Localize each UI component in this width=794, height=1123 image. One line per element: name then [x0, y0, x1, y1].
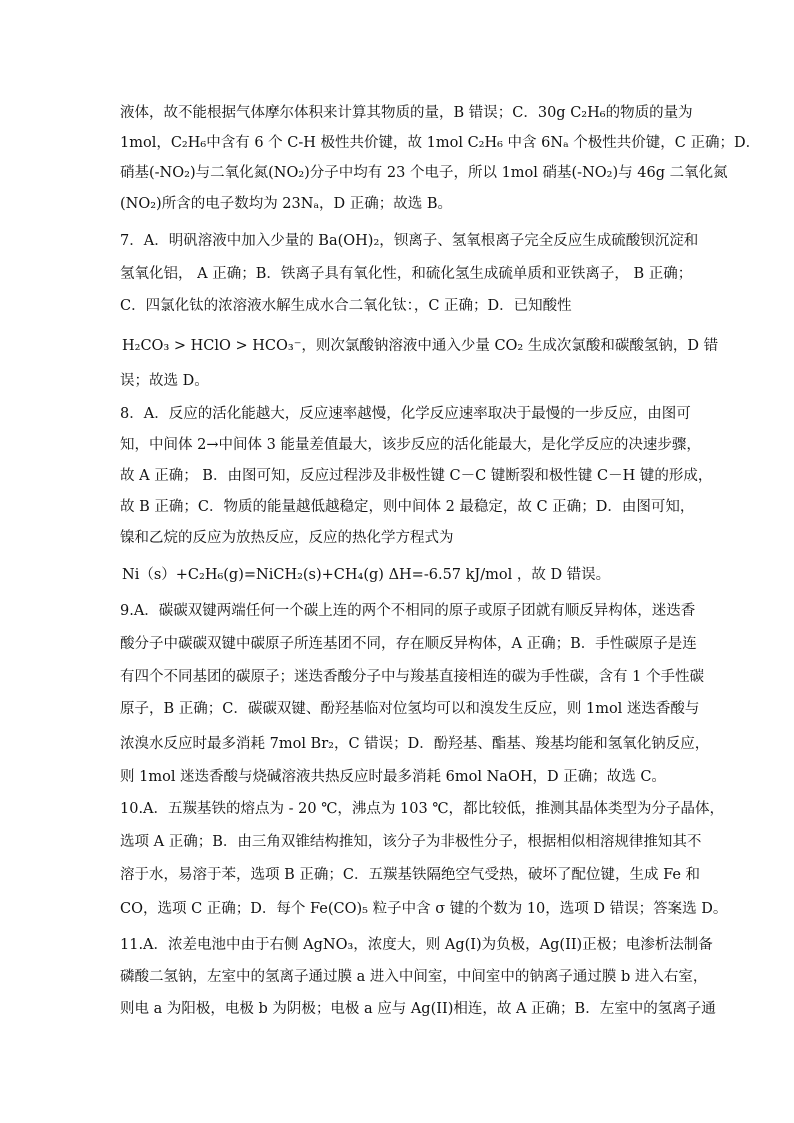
text-line: 1mol，C₂H₆中含有 6 个 C-H 极性共价键，故 1mol C₂H₆ 中含 6Nₐ 个极性共价键，C 正确；D． — [120, 135, 761, 151]
text-line: 镍和乙烷的反应为放热反应，反应的热化学方程式为 — [120, 530, 454, 546]
text-line: 故 B 正确；C．物质的能量越低越稳定，则中间体 2 最稳定，故 C 正确；D．由图可知， — [120, 499, 695, 515]
question-7-line: 7．A．明矾溶液中加入少量的 Ba(OH)₂，钡离子、氢氧根离子完全反应生成硫酸钡沉淀和 — [120, 233, 699, 249]
text-line: (NO₂)所含的电子数均为 23Nₐ，D 正确；故选 B。 — [120, 196, 453, 212]
text-line: 液体，故不能根据气体摩尔体积来计算其物质的量，B 错误；C．30g C₂H₆的物质的量为 — [120, 105, 693, 121]
text-line: 酸分子中碳碳双键中碳原子所连基团不同，存在顺反异构体，A 正确；B．手性碳原子是连 — [120, 636, 697, 652]
text-line: 硝基(-NO₂)与二氧化氮(NO₂)分子中均有 23 个电子，所以 1mol 硝基(-NO₂)与 46g 二氧化氮 — [120, 165, 728, 181]
text-line: 磷酸二氢钠，左室中的氢离子通过膜 a 进入中间室，中间室中的钠离子通过膜 b 进入右室， — [120, 969, 708, 985]
text-line: 浓溴水反应时最多消耗 7mol Br₂，C 错误；D．酚羟基、酯基、羧基均能和氢氧化钠反应， — [120, 736, 710, 752]
text-line: 故 A 正确； B．由图可知，反应过程涉及非极性键 C－C 键断裂和极性键 C－H 键的形成， — [120, 468, 713, 484]
text-line: 溶于水，易溶于苯，选项 B 正确；C．五羰基铁隔绝空气受热，破坏了配位键，生成 Fe 和 — [120, 867, 701, 883]
text-line: 原子，B 正确；C．碳碳双键、酚羟基临对位氢均可以和溴发生反应，则 1mol 迷迭香酸与 — [120, 701, 700, 717]
equation-line: Ni（s）+C₂H₆(g)=NiCH₂(s)+CH₄(g) ΔH=-6.57 kJ/mol ，故 D 错误。 — [122, 567, 611, 583]
text-line: 知，中间体 2→中间体 3 能量差值最大，该步反应的活化能最大，是化学反应的决速步骤， — [120, 437, 701, 453]
text-line: 则电 a 为阳极，电极 b 为阴极；电极 a 应与 Ag(II)相连，故 A 正确；B．左室中的氢离子通 — [120, 1001, 716, 1017]
text-line: C．四氯化钛的浓溶液水解生成水合二氧化钛：，C 正确；D．已知酸性 — [120, 298, 572, 314]
question-9-line: 9.A．碳碳双键两端任何一个碳上连的两个不相同的原子或原子团就有顺反异构体，迷迭香 — [120, 603, 696, 619]
text-line: 则 1mol 迷迭香酸与烧碱溶液共热反应时最多消耗 6mol NaOH，D 正确；故选 C。 — [120, 769, 666, 785]
text-line: 选项 A 正确；B．由三角双锥结构推知，该分子为非极性分子，根据相似相溶规律推知其不 — [120, 834, 702, 850]
text-line: H₂CO₃ > HClO > HCO₃⁻，则次氯酸钠溶液中通入少量 CO₂ 生成次氯酸和碳酸氢钠，D 错 — [122, 338, 719, 354]
text-line: CO，选项 C 正确；D．每个 Fe(CO)₅ 粒子中含 σ 键的个数为 10，选项 D 错误；答案选 D。 — [120, 901, 728, 917]
question-10-line: 10.A．五羰基铁的熔点为 - 20 ℃，沸点为 103 ℃，都比较低，推测其晶体类型为分子晶体， — [120, 801, 725, 817]
question-8-line: 8．A．反应的活化能越大，反应速率越慢，化学反应速率取决于最慢的一步反应，由图可 — [120, 406, 691, 422]
question-11-line: 11.A．浓差电池中由于右侧 AgNO₃，浓度大，则 Ag(I)为负极，Ag(II)正极；电渗析法制备 — [120, 937, 713, 953]
text-line: 有四个不同基团的碳原子；迷迭香酸分子中与羧基直接相连的碳为手性碳，含有 1 个手性碳 — [120, 669, 704, 685]
text-line: 氢氧化铝， A 正确；B．铁离子具有氧化性，和硫化氢生成硫单质和亚铁离子， B 正确； — [120, 266, 693, 282]
text-line: 误；故选 D。 — [120, 373, 209, 389]
